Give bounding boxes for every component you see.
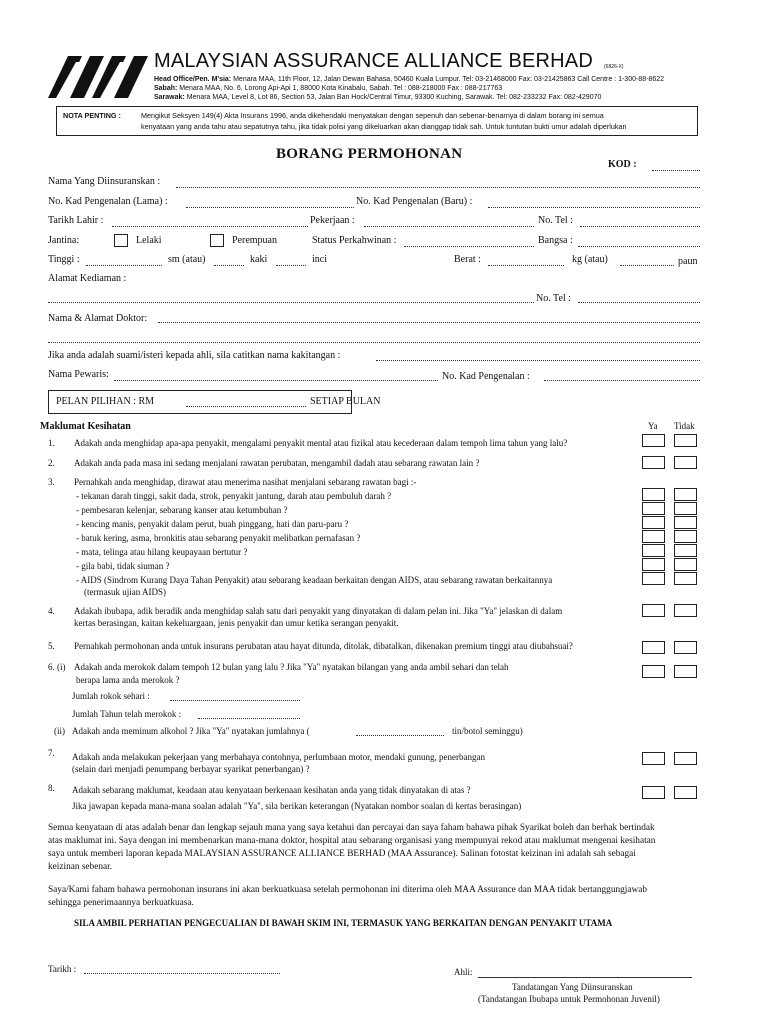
q1-number: 1. <box>48 438 55 448</box>
pewaris-field[interactable] <box>114 380 438 381</box>
declaration-paragraph-2: Saya/Kami faham bahawa permohonan insurans ini akan berkuatkuasa setelah permohonan ini diterima oleh MAA Assurance dan MAA tidak bertanggungjawab sehingga penerimaannya berkuatkuasa. <box>48 885 647 908</box>
declaration-paragraph-1: Semua kenyataan di atas adalah benar dan lengkap sejauh mana yang saya ketahui dan percayai dan saya faham bahawa pihak Syarikat boleh dan berhak bertindak atas maklumat ini. Saya dengan ini membenarkan mana-mana doktor, hospital atau sebarang organisasi yang mempunyai rekod atau maklumat mengenai kesihatan saya untuk memberi laporan kepada MALAYSIAN ASSURANCE ALLIANCE BERHAD (MAA Assurance). Salinan fotostat keizinan ini adalah sah sebagai keizinan sebenar. <box>48 823 656 872</box>
q2-text: Adakah anda pada masa ini sedang menjalani rawatan perubatan, mengambil dadah atau sebarang rawatan lain ? <box>74 458 480 468</box>
q7-text-2: (selain dari menjadi penumpang berbayar syarikat penerbangan) ? <box>72 764 310 774</box>
q8-tidak-box[interactable] <box>674 786 697 799</box>
ahli-label: Ahli: <box>454 967 473 977</box>
exclusion-notice: SILA AMBIL PERHATIAN PENGECUALIAN DI BAWAH SKIM INI, TERMASUK YANG BERKAITAN DENGAN PENYAKIT UTAMA <box>74 918 613 928</box>
berat-paun-field[interactable] <box>620 265 674 266</box>
tinggi-label: Tinggi : <box>48 254 80 265</box>
q2-tidak-box[interactable] <box>674 456 697 469</box>
doktor-field-2[interactable] <box>48 342 700 343</box>
tinggi-sm-field[interactable] <box>86 265 162 266</box>
q3-item: - gila babi, tidak siuman ? <box>76 561 170 571</box>
tarikh-lahir-field[interactable] <box>112 226 308 227</box>
q1-tidak-box[interactable] <box>674 434 697 447</box>
q6ii-number: (ii) <box>54 726 65 736</box>
doktor-label: Nama & Alamat Doktor: <box>48 313 148 324</box>
suami-isteri-field[interactable] <box>376 360 700 361</box>
doktor-field-1[interactable] <box>158 322 700 323</box>
nama-field[interactable] <box>176 187 700 188</box>
kg-atau-label: kg (atau) <box>572 254 608 265</box>
company-name: MALAYSIAN ASSURANCE ALLIANCE BERHAD <box>154 50 593 72</box>
q3-item-ya-box[interactable] <box>642 572 665 585</box>
setiap-bulan-label: SETIAP BULAN <box>310 396 381 407</box>
no-tel2-label: No. Tel : <box>536 293 571 304</box>
q3-item-ya-box[interactable] <box>642 488 665 501</box>
q3-item: - mata, telinga atau hilang keupayaan bertutur ? <box>76 547 248 557</box>
q6-number: 6. (i) <box>48 662 66 672</box>
q7-tidak-box[interactable] <box>674 752 697 765</box>
q1-text: Adakah anda menghidap apa-apa penyakit, mengalami penyakit mental atau fizikal atau kecederaan dalam tempoh lima tahun yang lalu? <box>74 438 568 448</box>
q4-tidak-box[interactable] <box>674 604 697 617</box>
bangsa-label: Bangsa : <box>538 235 573 246</box>
q7-number: 7. <box>48 748 55 758</box>
tahun-merokok-label: Jumlah Tahun telah merokok : <box>72 709 182 719</box>
q5-ya-box[interactable] <box>642 641 665 654</box>
q8-note: Jika jawapan kepada mana-mana soalan adalah "Ya", sila berikan keterangan (Nyatakan nombor soalan di kertas berasingan) <box>72 801 522 811</box>
pelan-label: PELAN PILIHAN : RM <box>56 396 155 407</box>
q4-text-2: kertas berasingan, kaitan kekeluargaan, jenis penyakit dan umur ketika serangan penyakit. <box>74 618 399 628</box>
tinggi-inci-field[interactable] <box>276 265 306 266</box>
tarikh-field[interactable] <box>84 973 280 974</box>
q3-item-ya-box[interactable] <box>642 516 665 529</box>
address-sabah: Sabah: Menara MAA, No. 6, Lorong Api-Api 1, 88000 Kota Kinabalu, Sabah. Tel : 088-218000 Fax : 088-217763 <box>154 85 503 92</box>
q6-text-2: berapa lama anda merokok ? <box>76 675 180 685</box>
q3-item-tidak-box[interactable] <box>674 488 697 501</box>
kp-lama-field[interactable] <box>186 207 354 208</box>
nota-line1: Mengikut Seksyen 149(4) Akta Insurans 1996, anda dikehendaki menyatakan dengan sepenuh dan sebenar-benarnya di dalam borang ini semua <box>141 111 604 120</box>
kaki-label: kaki <box>250 254 268 265</box>
suami-isteri-label: Jika anda adalah suami/isteri kepada ahli, sila catitkan nama kakitangan : <box>48 350 341 361</box>
company-code: (6826-X) <box>604 64 624 70</box>
q3-item: - pembesaran kelenjar, sebarang kanser atau ketumbuhan ? <box>76 505 288 515</box>
q4-ya-box[interactable] <box>642 604 665 617</box>
q7-ya-box[interactable] <box>642 752 665 765</box>
paun-label: paun <box>678 256 698 267</box>
q5-tidak-box[interactable] <box>674 641 697 654</box>
q3-text: Pernahkah anda menghidap, dirawat atau menerima nasihat menjalani sebarang rawatan bagi :- <box>74 477 417 487</box>
tarikh-lahir-label: Tarikh Lahir : <box>48 215 104 226</box>
bangsa-field[interactable] <box>578 246 700 247</box>
no-tel-field[interactable] <box>580 226 700 227</box>
kp-pewaris-field[interactable] <box>544 380 700 381</box>
alamat-label: Alamat Kediaman : <box>48 273 127 284</box>
tahun-merokok-field[interactable] <box>198 718 300 719</box>
rokok-sehari-field[interactable] <box>170 700 300 701</box>
jantina-label: Jantina: <box>48 235 80 246</box>
nama-label: Nama Yang Diinsuranskan : <box>48 176 161 187</box>
perempuan-checkbox[interactable] <box>210 234 224 247</box>
q2-ya-box[interactable] <box>642 456 665 469</box>
address-head-office: Head Office/Pen. M'sia: Menara MAA, 11th Floor, 12, Jalan Dewan Bahasa, 50460 Kuala Lumpur. Tel: 03-21468000 Fax: 03-21425863 Call Centre : 1-300-88-8622 <box>154 76 665 83</box>
kp-pewaris-label: No. Kad Pengenalan : <box>442 371 530 382</box>
ya-header: Ya <box>648 421 658 431</box>
q4-number: 4. <box>48 606 55 616</box>
kp-baru-label: No. Kad Pengenalan (Baru) : <box>356 196 473 207</box>
address-sarawak: Sarawak: Menara MAA, Level 8, Lot 86, Section 53, Jalan Ban Hock/Central Timur, 93300 Kuching, Sarawak. Tel: 082-233232 Fax: 082-429070 <box>154 94 602 101</box>
alkohol-field[interactable] <box>356 735 444 736</box>
maa-logo <box>48 54 148 98</box>
tarikh-label: Tarikh : <box>48 964 77 974</box>
q1-ya-box[interactable] <box>642 434 665 447</box>
q4-text-1: Adakah ibubapa, adik beradik anda menghidap salah satu dari penyakit yang dinyatakan di dalam pelan ini. Jika "Ya" jelaskan di dalam <box>74 606 563 616</box>
perempuan-label: Perempuan <box>232 235 277 246</box>
signature-line[interactable] <box>478 977 692 978</box>
berat-label: Berat : <box>454 254 481 265</box>
status-field[interactable] <box>404 246 534 247</box>
kp-baru-field[interactable] <box>488 207 700 208</box>
kod-label: KOD : <box>608 159 637 170</box>
signature-caption-1: Tandatangan Yang Diinsuranskan <box>512 982 633 992</box>
q3-number: 3. <box>48 477 55 487</box>
q6ii-text: Adakah anda meminum alkohol ? Jika "Ya" nyatakan jumlahnya ( <box>72 726 310 736</box>
q3-item-tidak-box[interactable] <box>674 572 697 585</box>
lelaki-checkbox[interactable] <box>114 234 128 247</box>
pekerjaan-label: Pekerjaan : <box>310 215 355 226</box>
q3-item-ya-box[interactable] <box>642 558 665 571</box>
q5-number: 5. <box>48 641 55 651</box>
tinggi-kaki-field[interactable] <box>214 265 244 266</box>
q3-item-ya-box[interactable] <box>642 502 665 515</box>
q6-text-1: Adakah anda merokok dalam tempoh 12 bulan yang lalu ? Jika "Ya" nyatakan bilangan yang anda ambil sehari dan telah <box>74 662 509 672</box>
q3-aids-continuation: (termasuk ujian AIDS) <box>84 587 166 597</box>
pelan-amount-field[interactable] <box>186 406 306 407</box>
q3-item: - batuk kering, asma, bronkitis atau sebarang penyakit melibatkan pernafasan ? <box>76 533 361 543</box>
q8-text: Adakah sebarang maklumat, keadaan atau kenyataan berkenaan kesihatan anda yang tidak dinyatakan di atas ? <box>72 785 471 795</box>
pewaris-label: Nama Pewaris: <box>48 369 109 380</box>
alamat-field-1[interactable] <box>48 302 534 303</box>
q3-item-ya-box[interactable] <box>642 544 665 557</box>
q3-item-ya-box[interactable] <box>642 530 665 543</box>
q3-item-tidak-box[interactable] <box>674 558 697 571</box>
pekerjaan-field[interactable] <box>364 226 534 227</box>
no-tel2-field[interactable] <box>578 302 700 303</box>
q8-number: 8. <box>48 783 55 793</box>
form-title: BORANG PERMOHONAN <box>276 146 463 162</box>
status-label: Status Perkahwinan : <box>312 235 397 246</box>
no-tel-label: No. Tel : <box>538 215 573 226</box>
q6-tidak-box[interactable] <box>674 665 697 678</box>
q3-item: - kencing manis, penyakit dalam perut, buah pinggang, hati dan paru-paru ? <box>76 519 349 529</box>
kod-field[interactable] <box>652 170 700 171</box>
health-heading: Maklumat Kesihatan <box>40 421 131 432</box>
q3-item: - AIDS (Sindrom Kurang Daya Tahan Penyakit) atau sebarang keadaan berkaitan dengan AIDS, atau sebarang rawatan berkaitannya <box>76 575 553 585</box>
berat-kg-field[interactable] <box>488 265 564 266</box>
nota-line2: kenyataan yang anda tahu atau sepatutnya tahu, jika tidak polisi yang dikeluarkan akan dianggap tidak sah. Untuk tuntutan bukti umur adalah diperlukan <box>141 122 627 131</box>
kp-lama-label: No. Kad Pengenalan (Lama) : <box>48 196 168 207</box>
q7-text-1: Adakah anda melakukan pekerjaan yang merbahaya contohnya, perlumbaan motor, mendaki gunung, penerbangan <box>72 752 485 762</box>
q5-text: Pernahkah permohonan anda untuk insurans perubatan atau hayat ditunda, ditolak, dibatalkan, dikenakan premium tinggi atau diubahsuai? <box>74 641 573 651</box>
q3-item-tidak-box[interactable] <box>674 502 697 515</box>
sm-atau-label: sm (atau) <box>168 254 206 265</box>
lelaki-label: Lelaki <box>136 235 162 246</box>
q6ii-end: tin/botol seminggu) <box>452 726 523 736</box>
q2-number: 2. <box>48 458 55 468</box>
inci-label: inci <box>312 254 327 265</box>
q3-item-tidak-box[interactable] <box>674 530 697 543</box>
q3-item: - tekanan darah tinggi, sakit dada, strok, penyakit jantung, darah atau pembuluh darah ? <box>76 491 392 501</box>
tidak-header: Tidak <box>674 421 695 431</box>
rokok-sehari-label: Jumlah rokok sehari : <box>72 691 150 701</box>
q8-ya-box[interactable] <box>642 786 665 799</box>
q3-item-tidak-box[interactable] <box>674 516 697 529</box>
q3-item-tidak-box[interactable] <box>674 544 697 557</box>
nota-label: NOTA PENTING : <box>63 111 121 120</box>
nota-penting-box <box>56 106 698 136</box>
q6-ya-box[interactable] <box>642 665 665 678</box>
signature-caption-2: (Tandatangan Ibubapa untuk Permohonan Juvenil) <box>478 994 660 1004</box>
